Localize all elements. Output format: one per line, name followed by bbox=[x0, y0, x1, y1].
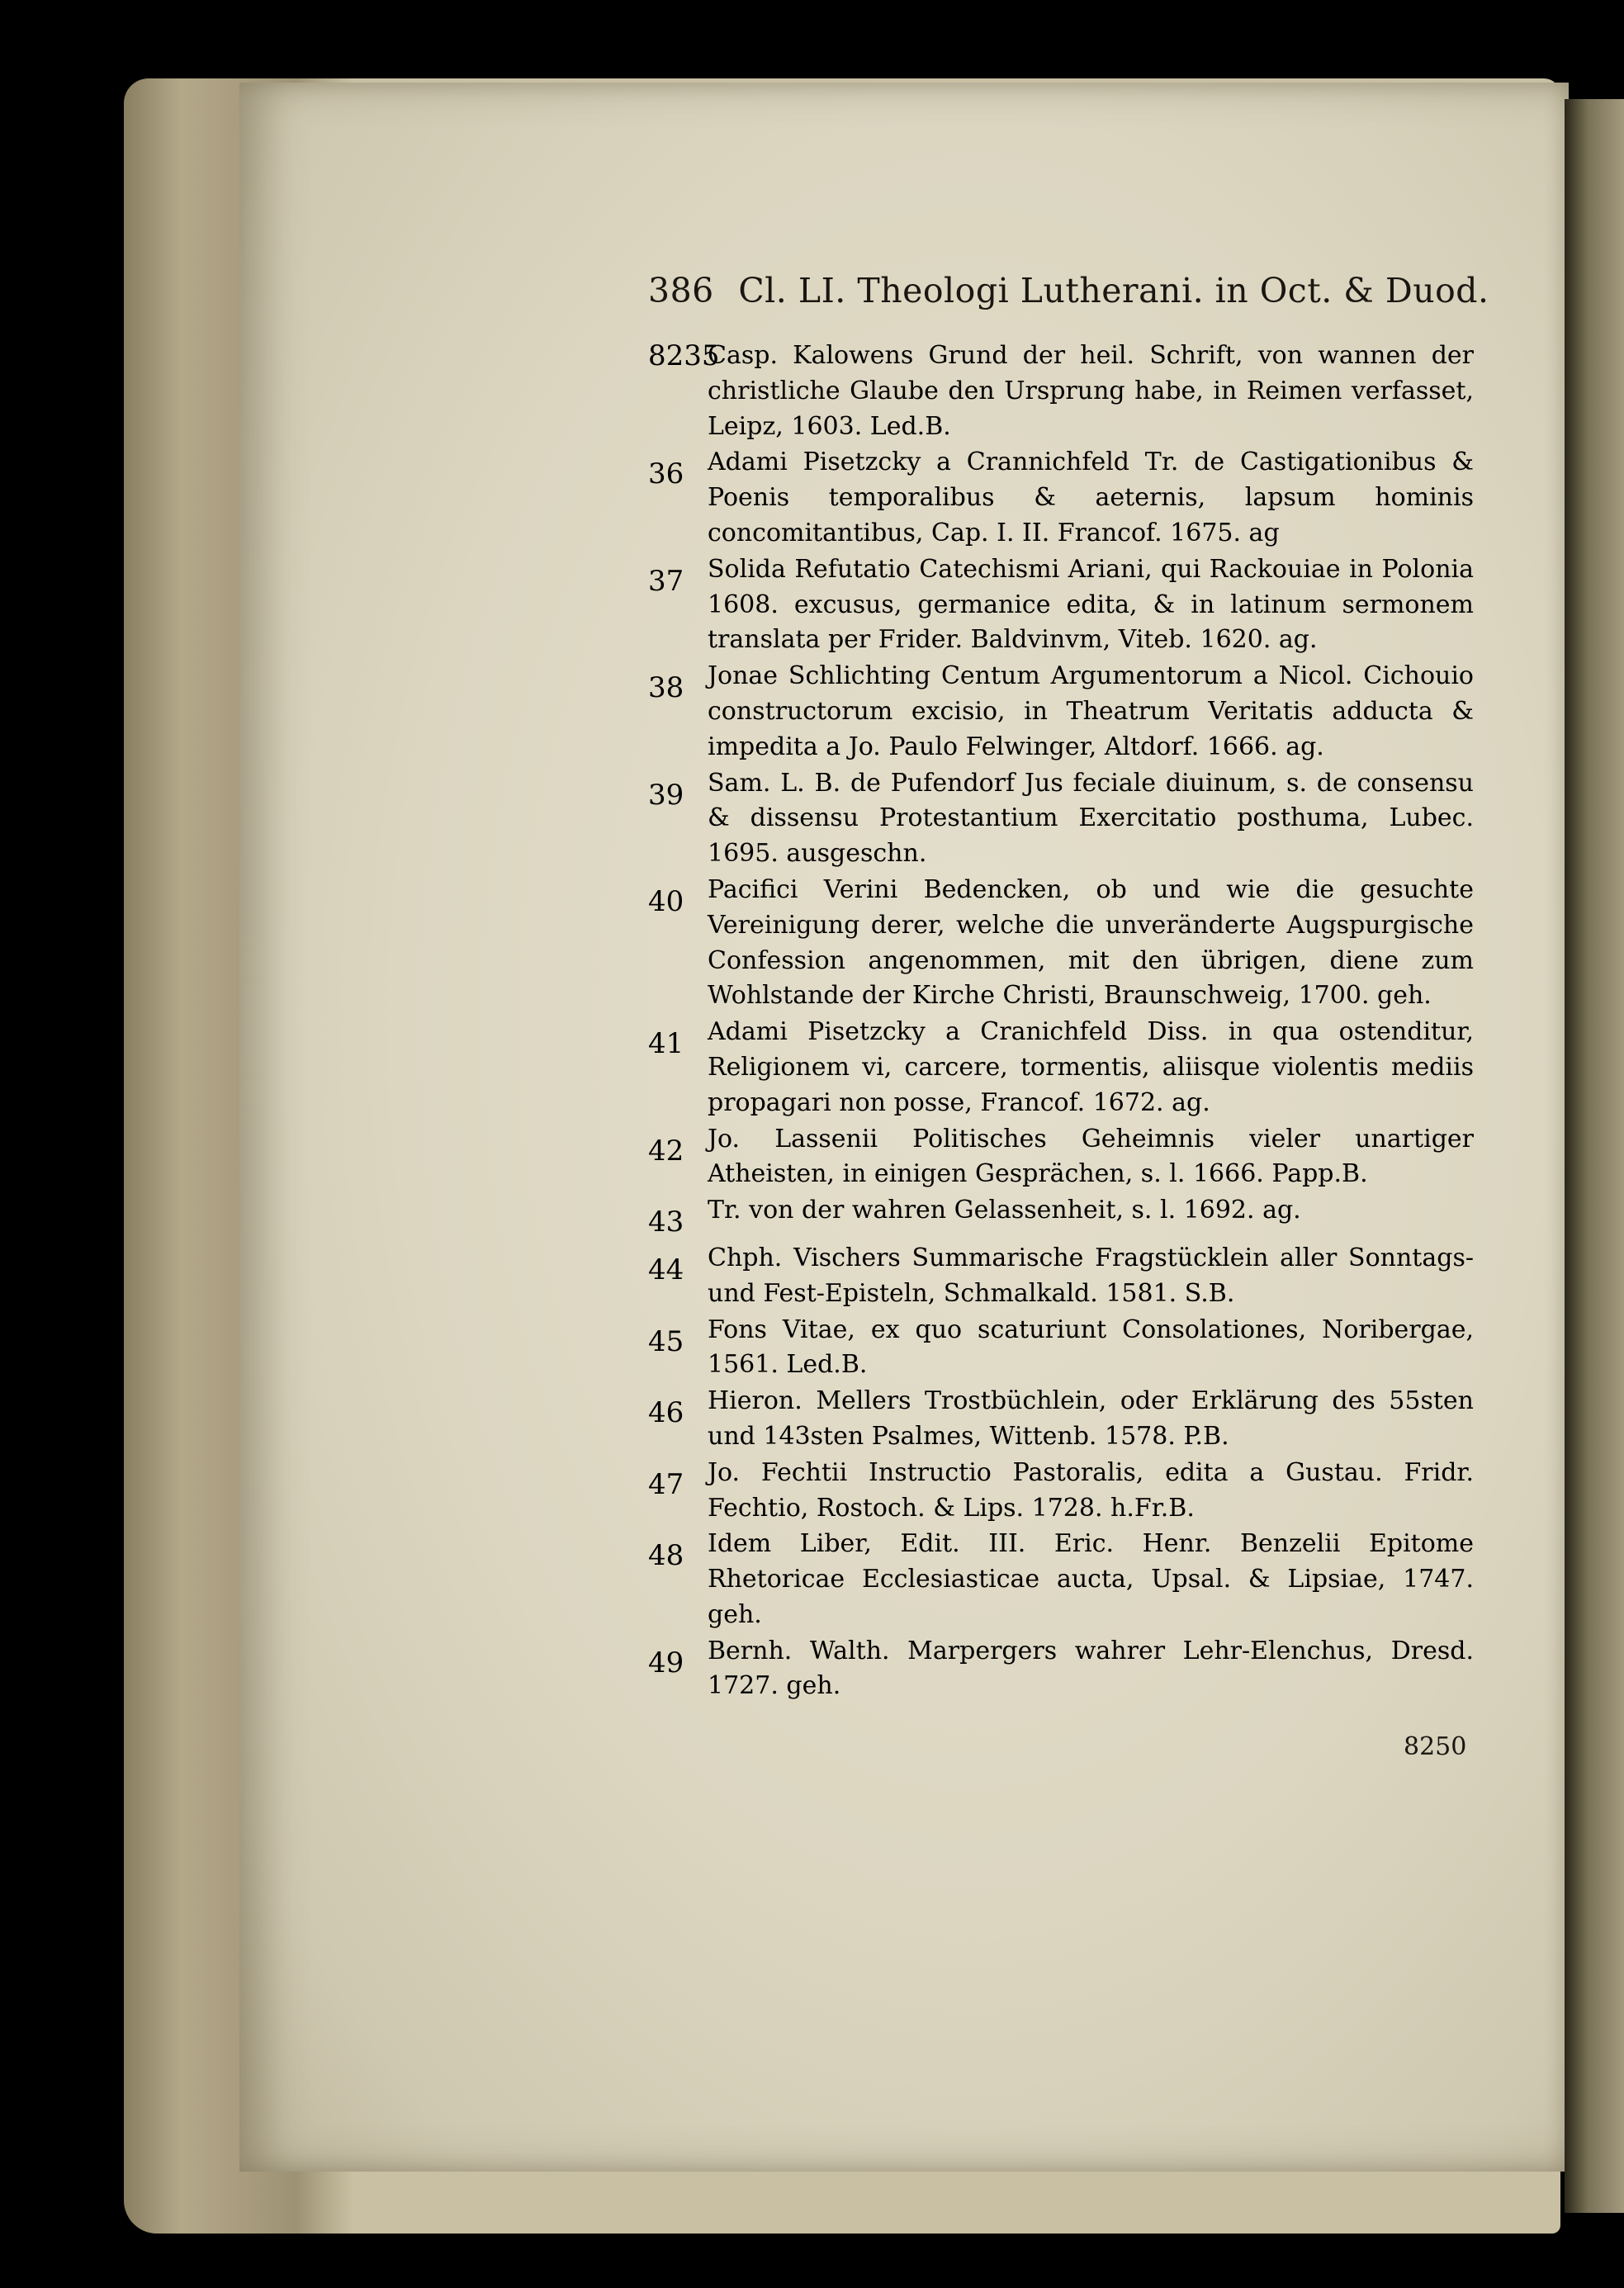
catalog-entry bbox=[648, 1122, 1474, 1193]
entry-text: Idem Liber, Edit. III. Eric. Henr. Benzelii Epitome Rhetoricae Ecclesiasticae aucta, Upsal. & Lipsiae, 1747. geh. bbox=[708, 1529, 1474, 1629]
catalog-entry bbox=[648, 445, 1474, 551]
entry-number: 36 bbox=[648, 457, 684, 491]
entry-number: 41 bbox=[648, 1027, 684, 1061]
entry-text: Sam. L. B. de Pufendorf Jus feciale diuinum, s. de consensu & dissensu Protestantium Exercitatio posthuma, Lubec. 1695. ausgeschn. bbox=[708, 768, 1474, 869]
entry-number: 46 bbox=[648, 1396, 684, 1430]
catalog-entry bbox=[648, 339, 1474, 444]
entry-text: Chph. Vischers Summarische Fragstücklein aller Sonntags- und Fest-Episteln, Schmalkald. 1581. S.B. bbox=[708, 1243, 1474, 1308]
catalog-entry bbox=[648, 1241, 1474, 1312]
entry-text: Tr. von der wahren Gelassenheit, s. l. 1692. ag. bbox=[708, 1196, 1301, 1225]
catalog-entry bbox=[648, 766, 1474, 872]
entry-text: Solida Refutatio Catechismi Ariani, qui Rackouiae in Polonia 1608. excusus, germanice edita, & in latinum sermonem translata per Frider. Baldvinvm, Viteb. 1620. ag. bbox=[708, 554, 1474, 655]
entry-number: 43 bbox=[648, 1206, 684, 1239]
facing-page-edge bbox=[1565, 99, 1624, 2213]
catalog-entry bbox=[648, 552, 1474, 658]
entry-number: 8235 bbox=[648, 339, 720, 372]
entry-text: Adami Pisetzcky a Crannichfeld Tr. de Castigationibus & Poenis temporalibus & aeternis, lapsum hominis concomitantibus, Cap. I. II. Francof. 1675. ag bbox=[708, 448, 1474, 547]
entry-text: Jonae Schlichting Centum Argumentorum a Nicol. Cichouio constructorum excisio, in Theatrum Veritatis adducta & impedita a Jo. Paulo Felwinger, Altdorf. 1666. ag. bbox=[708, 661, 1474, 761]
entry-number: 39 bbox=[648, 778, 684, 812]
entry-text: Casp. Kalowens Grund der heil. Schrift, von wannen der christliche Glaube den Ursprung habe, in Reimen verfasset, Leipz, 1603. Led.B. bbox=[708, 341, 1474, 441]
entry-number: 37 bbox=[648, 564, 684, 598]
entry-text: Adami Pisetzcky a Cranichfeld Diss. in qua ostenditur, Religionem vi, carcere, tormentis, aliisque violentis mediis propagari non posse, Francof. 1672. ag. bbox=[708, 1017, 1474, 1117]
catalog-entry bbox=[648, 1384, 1474, 1455]
running-header bbox=[648, 271, 1489, 310]
entry-number: 45 bbox=[648, 1324, 684, 1358]
catalog-entries bbox=[648, 339, 1474, 1705]
entry-number: 47 bbox=[648, 1467, 684, 1501]
catchword: 8250 bbox=[1404, 1732, 1467, 1761]
header-title: Cl. LI. Theologi Lutherani. in Oct. & Duod. bbox=[738, 271, 1489, 310]
entry-text: Pacifici Verini Bedencken, ob und wie die gesuchte Vereinigung derer, welche die unveränderte Augspurgische Confession angenommen, mit den übrigen, diene zum Wohlstande der Kirche Christi, Braunschweig, 1700. geh. bbox=[708, 874, 1474, 1011]
catalog-entry bbox=[648, 1313, 1474, 1384]
entry-number: 38 bbox=[648, 671, 684, 705]
entry-text: Jo. Lassenii Politisches Geheimnis vieler unartiger Atheisten, in einigen Gesprächen, s. l. 1666. Papp.B. bbox=[708, 1124, 1474, 1189]
entry-number: 44 bbox=[648, 1253, 684, 1286]
entry-text: Bernh. Walth. Marpergers wahrer Lehr-Elenchus, Dresd. 1727. geh. bbox=[708, 1636, 1474, 1701]
entry-text: Fons Vitae, ex quo scaturiunt Consolationes, Noribergae, 1561. Led.B. bbox=[708, 1315, 1474, 1380]
page-number: 386 bbox=[648, 271, 714, 310]
entry-text: Hieron. Mellers Trostbüchlein, oder Erklärung des 55sten und 143sten Psalmes, Wittenb. 1578. P.B. bbox=[708, 1386, 1474, 1451]
entry-number: 40 bbox=[648, 884, 684, 918]
catalog-entry bbox=[648, 659, 1474, 765]
catalog-entry bbox=[648, 1015, 1474, 1120]
entry-number: 42 bbox=[648, 1134, 684, 1168]
catalog-entry bbox=[648, 1456, 1474, 1527]
entry-text: Jo. Fechtii Instructio Pastoralis, edita a Gustau. Fridr. Fechtio, Rostoch. & Lips. 1728. h.Fr.B. bbox=[708, 1457, 1474, 1523]
catalog-entry bbox=[648, 1193, 1474, 1240]
catalog-entry bbox=[648, 873, 1474, 1014]
catalog-entry bbox=[648, 1527, 1474, 1632]
catalog-entry bbox=[648, 1634, 1474, 1705]
entry-number: 49 bbox=[648, 1646, 684, 1679]
entry-number: 48 bbox=[648, 1539, 684, 1573]
